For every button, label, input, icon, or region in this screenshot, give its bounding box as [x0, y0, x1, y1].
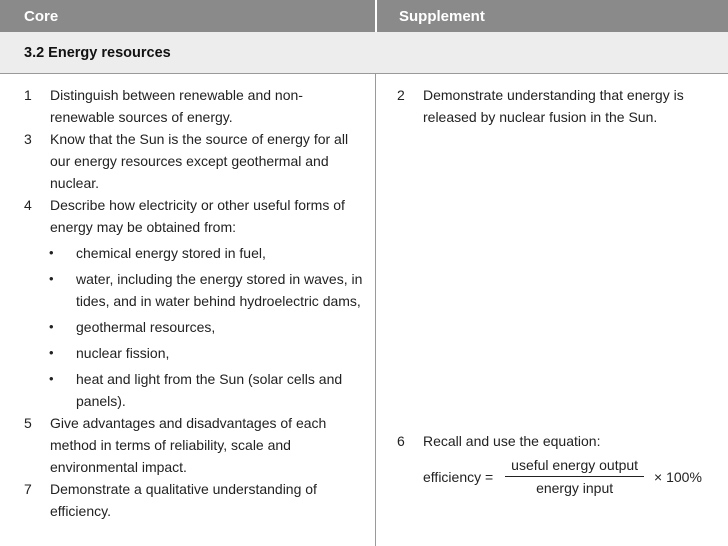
supplement-item-2 — [377, 84, 728, 128]
item-number: 6 — [397, 433, 405, 449]
supplement-item-6-block — [377, 430, 728, 497]
list-item-text: chemical energy stored in fuel, — [76, 245, 266, 261]
item-text: Recall and use the equation: — [423, 433, 601, 449]
supplement-header-label: Supplement — [399, 7, 485, 25]
bullet-icon — [0, 268, 50, 312]
bullet-icon — [0, 242, 50, 264]
equation-rhs: × 100% — [654, 468, 702, 485]
item-text: Distinguish between renewable and non-renewable sources of energy. — [50, 87, 303, 125]
list-item-text: heat and light from the Sun (solar cells and panels). — [76, 371, 343, 409]
item-text: Describe how electricity or other useful forms of energy may be obtained from: — [50, 197, 345, 235]
bullet-icon — [0, 368, 50, 412]
item-number: 1 — [24, 87, 32, 103]
core-item-5 — [0, 412, 372, 478]
item-number: 4 — [24, 197, 32, 213]
list-item-text: water, including the energy stored in waves, in tides, and in water behind hydroelectric dams, — [76, 271, 363, 309]
list-item — [0, 368, 372, 412]
item-number: 5 — [24, 415, 32, 431]
list-item-text: nuclear fission, — [76, 345, 170, 361]
item-text: Demonstrate understanding that energy is released by nuclear fusion in the Sun. — [423, 87, 684, 125]
fraction-denominator: energy input — [536, 480, 614, 496]
energy-source-list — [0, 242, 372, 412]
core-item-3 — [0, 128, 372, 194]
section-title: 3.2 Energy resources — [24, 44, 171, 61]
list-item — [0, 342, 372, 364]
column-divider — [375, 74, 376, 546]
efficiency-equation — [423, 456, 728, 497]
list-item-text: geothermal resources, — [76, 319, 216, 335]
item-text: Give advantages and disadvantages of each method in terms of reliability, scale and environmental impact. — [50, 415, 327, 475]
item-number: 7 — [24, 481, 32, 497]
bullet-icon — [0, 316, 50, 338]
core-item-4 — [0, 194, 372, 238]
supplement-item-6 — [377, 430, 728, 452]
section-title-bar — [0, 32, 728, 74]
bullet-icon — [0, 342, 50, 364]
supplement-column-header — [377, 0, 728, 32]
equation-lhs: efficiency = — [423, 468, 494, 485]
core-header-label: Core — [24, 7, 59, 25]
core-item-1 — [0, 84, 372, 128]
fraction-numerator: useful energy output — [505, 456, 644, 477]
supplement-column — [377, 84, 728, 128]
core-column-header — [0, 0, 375, 32]
item-text: Demonstrate a qualitative understanding of efficiency. — [50, 481, 317, 519]
list-item — [0, 242, 372, 264]
item-number: 3 — [24, 131, 32, 147]
core-item-7 — [0, 478, 372, 522]
list-item — [0, 316, 372, 338]
list-item — [0, 268, 372, 312]
item-number: 2 — [397, 87, 405, 103]
item-text: Know that the Sun is the source of energy for all our energy resources except geothermal and nuclear. — [50, 131, 349, 191]
equation-fraction — [505, 456, 644, 497]
core-column — [0, 84, 372, 522]
